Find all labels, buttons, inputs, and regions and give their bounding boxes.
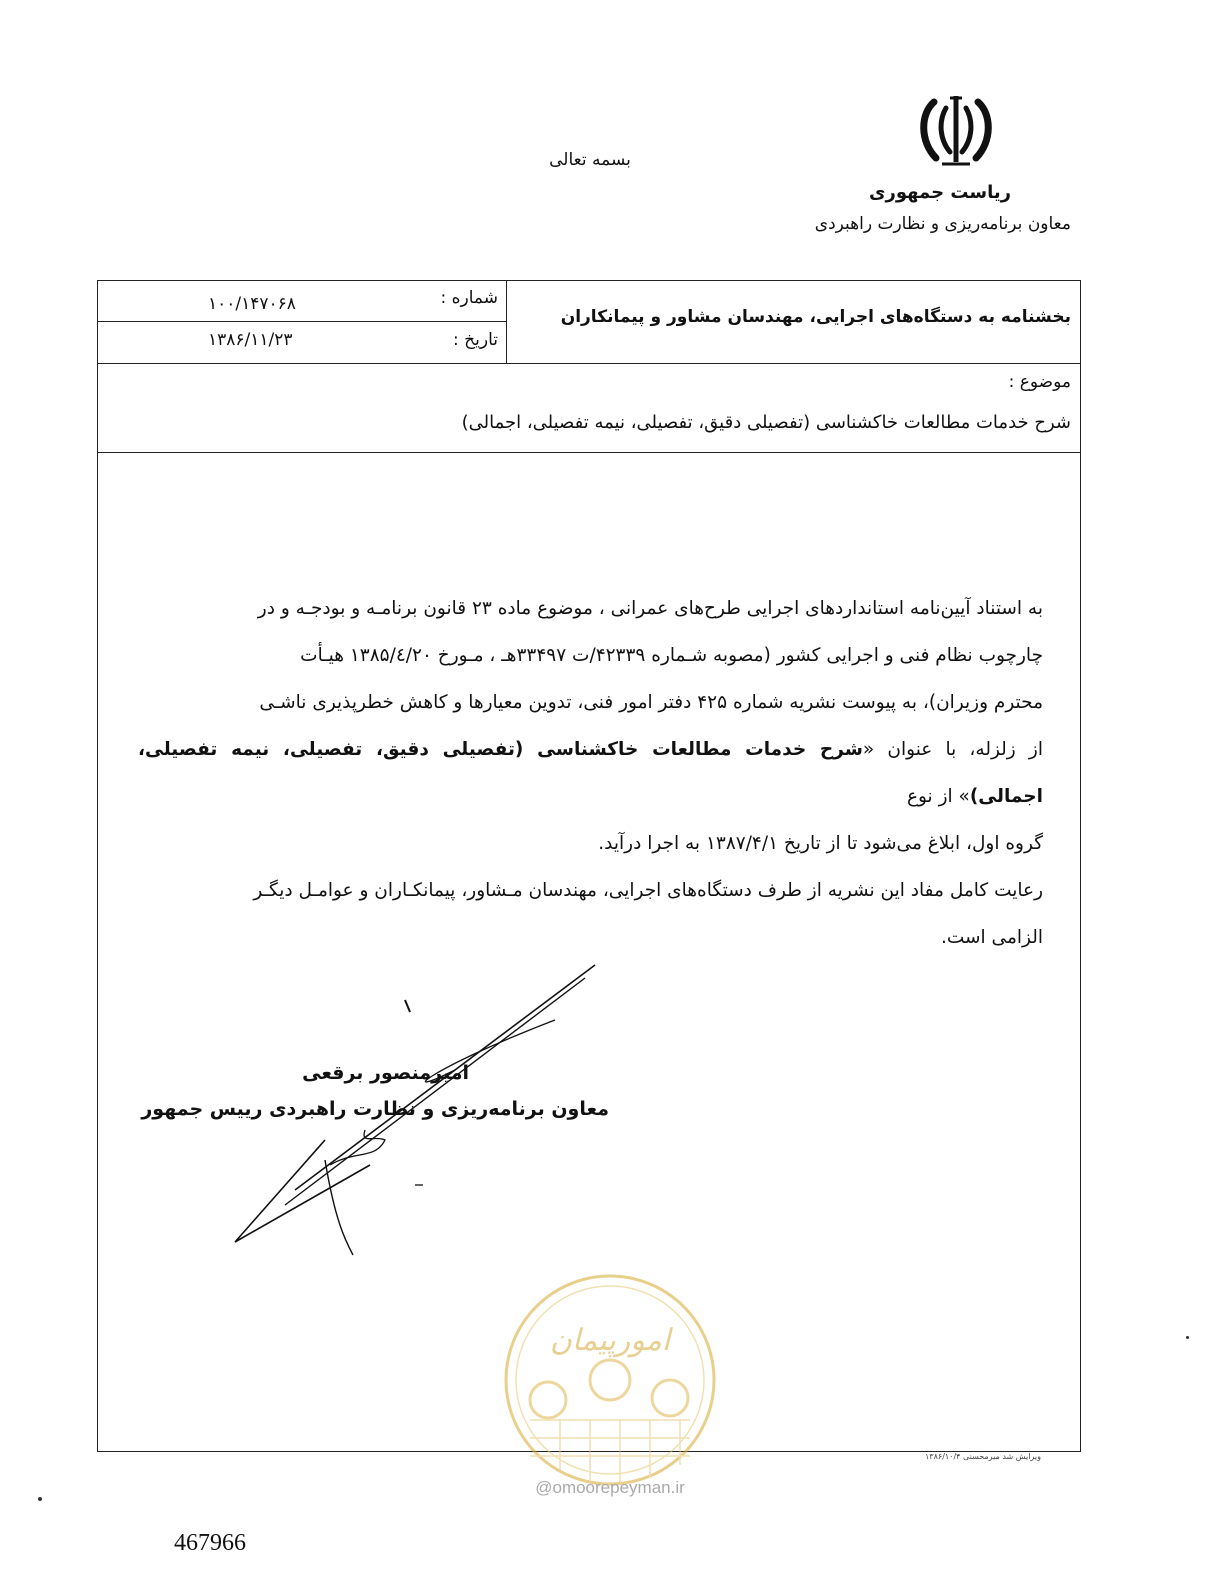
table-divider (97, 363, 1081, 364)
deputy-title: معاون برنامه‌ریزی و نظارت راهبردی (814, 214, 1071, 234)
handwritten-signature (225, 960, 615, 1260)
scan-speck (1186, 1336, 1189, 1339)
addressees-text: بخشنامه به دستگاه‌های اجرایی، مهندسان مشاور و پیمانکاران (560, 307, 1071, 327)
subject-text: شرح خدمات مطالعات خاکشناسی (تفصیلی دقیق، تفصیلی، نیمه تفصیلی، اجمالی) (461, 412, 1071, 433)
body-line: گروه اول، ابلاغ می‌شود تا از تاریخ ۱۳۸۷/۴/۱ به اجرا درآید. (598, 833, 1043, 854)
subject-bold: شرح خدمات مطالعات خاکشناسی (تفصیلی دقیق، تفصیلی، نیمه تفصیلی، اجمالی) (138, 739, 1043, 807)
letter-body (138, 585, 1043, 961)
omoorepeyman-logo (500, 1270, 720, 1490)
bismillah-text: بسمه تعالی (549, 150, 631, 170)
edit-footnote: ویرایش شد میرمحسنی ۱۳۸۶/۱۰/۴ (925, 1452, 1041, 1461)
body-line: از زلزله، با عنوان «شرح خدمات مطالعات خاکشناسی (تفصیلی دقیق، تفصیلی، نیمه تفصیلی، اجمالی)» از نوع (138, 739, 1043, 807)
subject-label: موضوع : (1008, 372, 1071, 392)
signatory-title: معاون برنامه‌ریزی و نظارت راهبردی رییس جمهور (141, 1098, 609, 1120)
table-divider (506, 280, 507, 363)
body-line: الزامی است. (940, 927, 1043, 948)
signatory-name: امیرمنصور برقعی (302, 1062, 469, 1084)
body-line: محترم وزیران)، به پیوست نشریه شماره ۴۲۵ دفتر امور فنی، تدوین معیارها و کاهش خطرپذیری ناشـی (259, 692, 1043, 713)
watermark-site: @omoorepeyman.ir (535, 1478, 685, 1497)
body-line: رعایت کامل مفاد این نشریه از طرف دستگاه‌های اجرایی، مهندسان مـشاور، پیمانکـاران و عوامـل دیگـر (253, 880, 1043, 901)
presidency-title: ریاست جمهوری (869, 182, 1011, 203)
iran-emblem-icon (912, 92, 1000, 170)
number-label: شماره : (440, 288, 498, 308)
number-value: ۱۰۰/۱۴۷۰۶۸ (208, 294, 296, 314)
date-value: ۱۳۸۶/۱۱/۲۳ (208, 330, 293, 350)
body-line: به استناد آیین‌نامه استانداردهای اجرایی طرح‌های عمرانی ، موضوع ماده ۲۳ قانون برنامـه و بودجـه و در (257, 598, 1043, 619)
scan-speck (38, 1497, 42, 1501)
document-number: 467966 (174, 1530, 246, 1556)
logo-text: امورپیمان (549, 1323, 671, 1358)
table-divider (97, 452, 1081, 453)
date-label: تاریخ : (453, 330, 498, 350)
body-line: چارچوب نظام فنی و اجرایی کشور (مصوبه شـماره ۴۲۳۳۹/ت ۳۳۴۹۷هـ ، مـورخ ۱۳۸۵/٤/۲۰ هیـأت (300, 645, 1043, 666)
table-divider (97, 321, 506, 322)
